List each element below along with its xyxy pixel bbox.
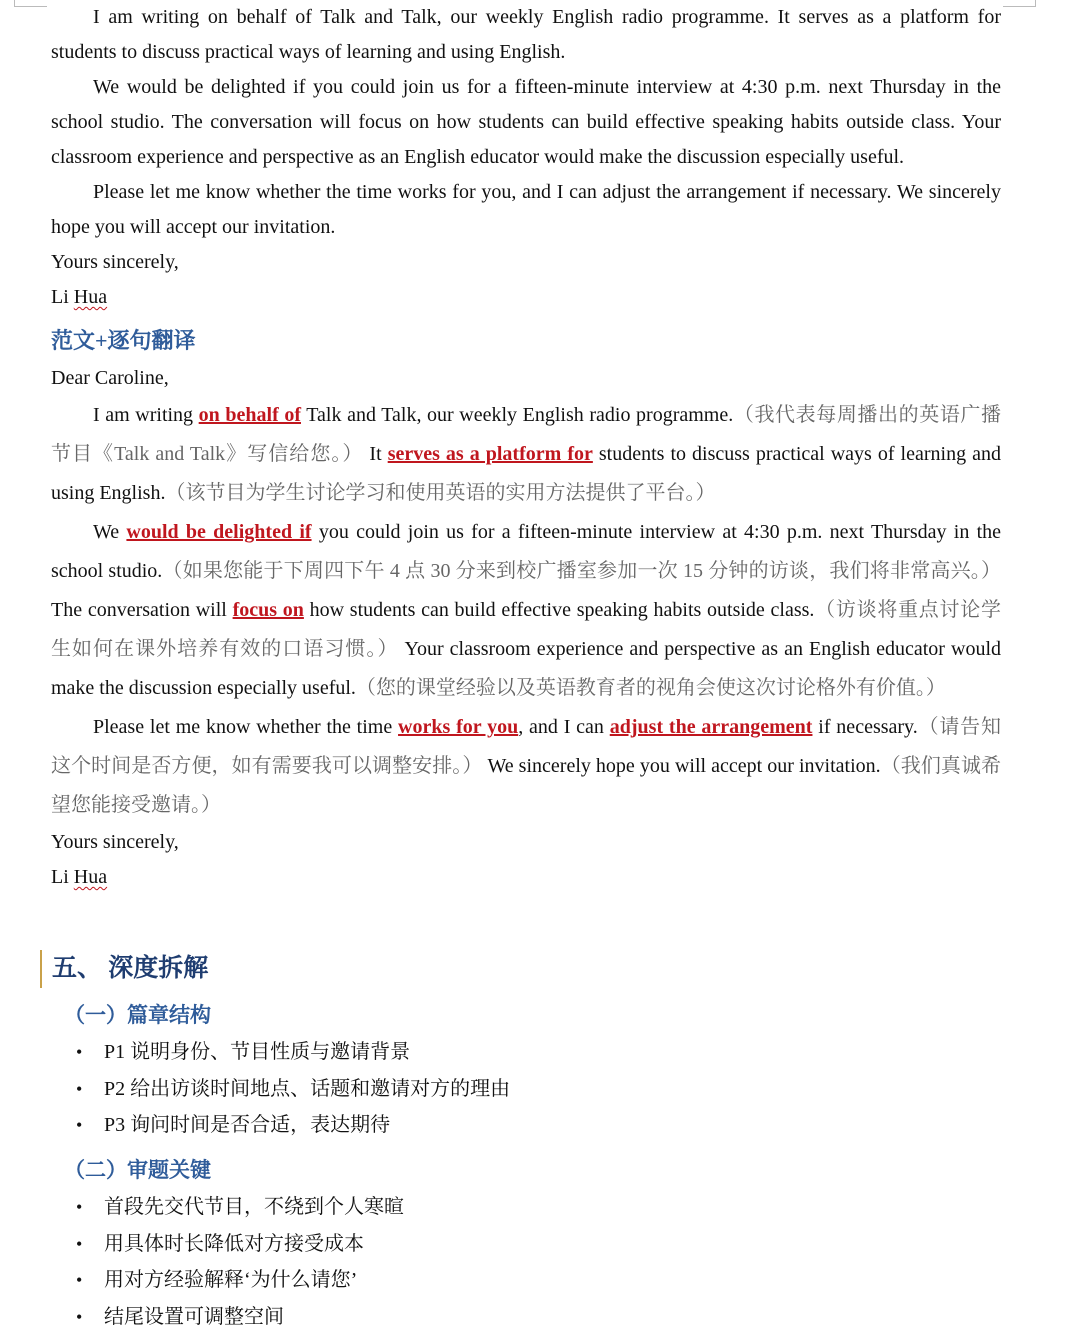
phrase-adjust-the-arrangement: adjust the arrangement bbox=[609, 716, 813, 738]
letter-top-paragraph-2: We would be delighted if you could join us for a fifteen-minute interview at 4:30 p.m. next Thursday in the school studio. The conversation will focus on how students can build effective speaking habits outside class. Your classroom experience and perspective as an English educator would make the discussion especially useful. bbox=[51, 76, 1001, 168]
fanwen-paragraph-3 bbox=[51, 708, 1001, 825]
p1-translation-1: （我代表每周播出的英语广播节目《Talk and Talk》写信给您。） bbox=[51, 404, 1002, 465]
p3-text-d: We sincerely hope you will accept our invitation. bbox=[482, 755, 881, 777]
list-item: • 用具体时长降低对方接受成本 bbox=[74, 1226, 404, 1263]
p1-text-a: I am writing bbox=[93, 404, 199, 426]
fanwen-heading: 范文+逐句翻译 bbox=[51, 328, 196, 353]
p2-text-e: Your classroom experience and perspective as an English educator would make the discussion especially useful. bbox=[51, 638, 1001, 699]
p3-translation-1: （请告知这个时间是否方便，如有需要我可以调整安排。） bbox=[51, 716, 1001, 777]
letter-top-closing: Yours sincerely, bbox=[51, 251, 179, 273]
list-item: • P3 询问时间是否合适，表达期待 bbox=[74, 1107, 510, 1144]
p1-text-b: Talk and Talk, our weekly English radio programme. bbox=[301, 404, 734, 426]
p2-text-b: you could join us for a fifteen-minute interview at 4:30 p.m. next Thursday in the school studio. bbox=[51, 521, 1002, 582]
phrase-on-behalf-of: on behalf of bbox=[198, 404, 301, 426]
p1-text-c: It bbox=[363, 443, 388, 465]
p2-translation-2: （访谈将重点讨论学生如何在课外培养有效的口语习惯。） bbox=[51, 599, 1001, 660]
p2-text-c: The conversation will bbox=[51, 599, 233, 621]
p1-text-d: students to discuss practical ways of learning and using English. bbox=[51, 443, 1001, 504]
fanwen-salutation: Dear Caroline, bbox=[51, 367, 169, 389]
signer-last: Hua bbox=[73, 286, 108, 308]
subsection-1-heading: （一）篇章结构 bbox=[64, 1003, 211, 1027]
p2-translation-3: （您的课堂经验以及英语教育者的视角会使这次讨论格外有价值。） bbox=[355, 677, 946, 699]
p3-text-a: Please let me know whether the time bbox=[93, 716, 399, 738]
p2-text-a: We bbox=[93, 521, 127, 543]
list-item: • P1 说明身份、节目性质与邀请背景 bbox=[74, 1034, 510, 1071]
signer-first: Li bbox=[51, 866, 74, 888]
fanwen-signature bbox=[51, 860, 1001, 895]
letter-top-paragraph-3: Please let me know whether the time works for you, and I can adjust the arrangement if necessary. We sincerely hope you will accept our invitation. bbox=[51, 181, 1001, 238]
phrase-focus-on: focus on bbox=[232, 599, 304, 621]
section-5-heading: 五、 深度拆解 bbox=[40, 950, 208, 988]
p2-text-d: how students can build effective speaking habits outside class. bbox=[303, 599, 815, 621]
p1-translation-2: （该节目为学生讨论学习和使用英语的实用方法提供了平台。） bbox=[165, 482, 716, 504]
letter-top bbox=[51, 0, 1001, 895]
p3-translation-2: （我们真诚希望您能接受邀请。） bbox=[51, 755, 1002, 816]
fanwen-closing: Yours sincerely, bbox=[51, 831, 179, 853]
list-item: • 结尾设置可调整空间 bbox=[74, 1299, 404, 1336]
phrase-serves-as-a-platform-for: serves as a platform for bbox=[387, 443, 593, 465]
page-corner-mark-right bbox=[1003, 0, 1036, 7]
p2-translation-1: （如果您能于下周四下午 4 点 30 分来到校广播室参加一次 15 分钟的访谈，我们将非常高兴。） bbox=[162, 560, 1001, 582]
fanwen-paragraph-1 bbox=[51, 396, 1001, 513]
letter-top-paragraph-1: I am writing on behalf of Talk and Talk, our weekly English radio programme. It serves as a platform for students to discuss practical ways of learning and using English. bbox=[51, 6, 1001, 63]
list-item: • 用对方经验解释‘为什么请您’ bbox=[74, 1262, 404, 1299]
list-item: • P2 给出访谈时间地点、话题和邀请对方的理由 bbox=[74, 1071, 510, 1108]
structure-list bbox=[74, 1034, 510, 1144]
subsection-2-heading: （二）审题关键 bbox=[64, 1158, 211, 1182]
key-points-list bbox=[74, 1189, 404, 1335]
letter-top-signature bbox=[51, 280, 1001, 315]
list-item: • 首段先交代节目，不绕到个人寒暄 bbox=[74, 1189, 404, 1226]
fanwen-paragraph-2 bbox=[51, 513, 1001, 708]
page-corner-mark-left bbox=[14, 0, 47, 7]
signer-last: Hua bbox=[73, 866, 108, 888]
phrase-would-be-delighted-if: would be delighted if bbox=[126, 521, 312, 543]
phrase-works-for-you: works for you bbox=[398, 716, 519, 738]
signer-first: Li bbox=[51, 286, 74, 308]
p3-text-b: , and I can bbox=[518, 716, 610, 738]
p3-text-c: if necessary. bbox=[812, 716, 918, 738]
